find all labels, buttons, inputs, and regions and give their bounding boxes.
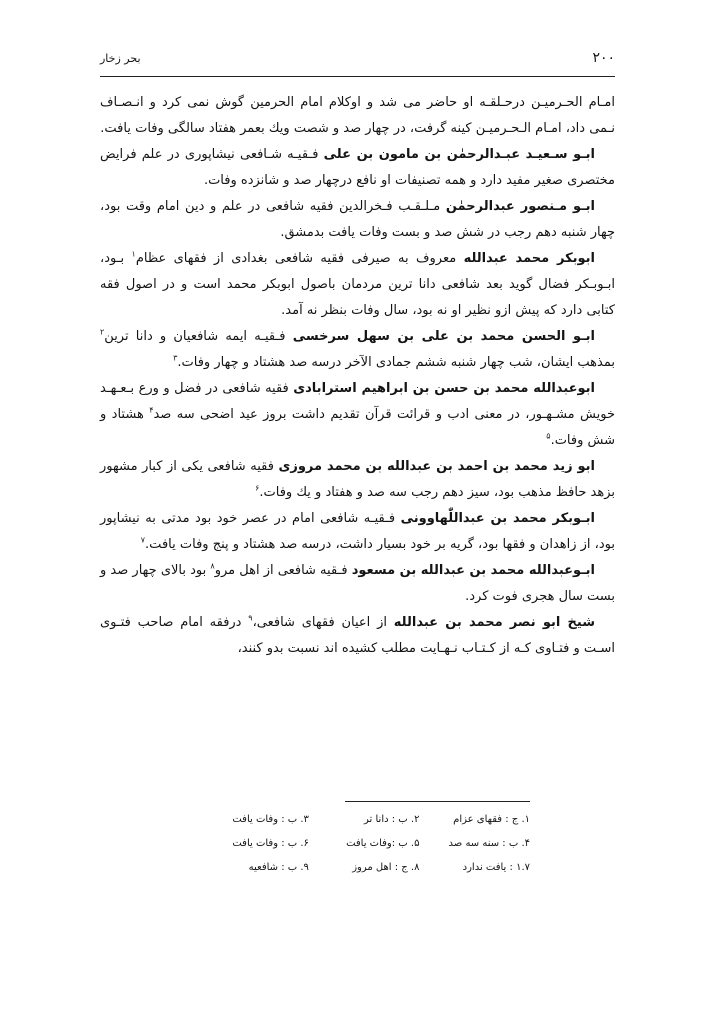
page-header (100, 50, 615, 74)
footnote: ۲. ب : دانا تر (364, 814, 420, 825)
entry-paragraph (100, 324, 615, 376)
entry-name: ابو زید محمد بن احمد بن عبدالله بن محمد مروزی (278, 459, 595, 474)
entry-name: ابـو مـنصور عبدالرحمٰن (445, 199, 595, 214)
footnote-marker: ۹ (248, 613, 253, 623)
entry-text: از اعیان فقهای شافعی، (252, 615, 394, 630)
entry-text-cont: بود بالای چهار صد و بست سال هجری فوت کرد. (100, 563, 615, 604)
entry-text-cont: بـود، ابـوبـکر فضال گوید بعد شافعی دانا ترین مردمان باصول ابوبکر محمد است و در اصول فقه کتابی دارد که پیش ازو نظیر او نه بود، سال وفات بنظر نه آمد. (100, 251, 615, 318)
running-title: بحر زخار (100, 52, 141, 65)
entry-text: فقیه شافعی در فضل و ورع بـعـهـد خویش مشـهـور، در معنی ادب و قرائت قرآن تقدیم داشت بروز عید اضحی سه صد (100, 381, 615, 422)
entry-text: فـقیـه شافعی امام در عصر خود بود مدتی به نیشاپور بود، از زاهدان و فقها بود، گریه بر خود بسیار داشت، درسه صد هشتاد و پنج وفات یافت. (100, 511, 615, 552)
entry-name: ابوبکر محمد عبدالله (463, 251, 595, 266)
entry-name: ابـوعبدالله محمد بن عبدالله بن مسعود (351, 563, 595, 578)
entry-name: ابوعبدالله محمد بن حسن بن ابراهیم استرابادی (293, 381, 595, 396)
entry-name: ابـوبکر محمد بن عبداللّٰهاوونی (400, 511, 595, 526)
page-number: ۲۰۰ (592, 50, 615, 66)
footnote-marker: ۱ (131, 249, 136, 259)
footnote: ۱.۷ : یافت ندارد (462, 862, 530, 873)
entry-paragraph (100, 454, 615, 506)
footnote-row (200, 856, 530, 880)
footnote: ۸. ج : اهل مروز (352, 862, 420, 873)
entry-paragraph (100, 142, 615, 194)
footnote-marker: ۵ (546, 431, 551, 441)
footnote-marker: ۸ (210, 561, 215, 571)
footnote: ۴. ب : سنه سه صد (448, 838, 530, 849)
entry-text: فـقیـه ایمه شافعیان و دانا ترین (104, 329, 293, 344)
entry-paragraph (100, 558, 615, 610)
footnotes (200, 808, 530, 880)
footnote: ۱. ج : فقهای عزام (453, 814, 530, 825)
entry-paragraph (100, 506, 615, 558)
intro-paragraph: امـام الحـرمیـن درحـلقـه او حاضر می شد و اوکلام امام الحرمین گوش نمی کرد و انـصـاف نـمی داد، امـام الـحـرمیـن کینه گرفت، در چهار صد و شصت ویك بعمر هفتاد سالگی وفات یافت. (100, 95, 615, 136)
entry-paragraph (100, 194, 615, 246)
entry-text-cont: هشتاد و شش وفات. (100, 407, 615, 448)
entry-text: مـلـقـب فـخرالدین فقیه شافعی در علم و دین امام وقت بود، چهار شنبه دهم رجب در شش صد و بست وفات یافت بدمشق. (100, 199, 615, 240)
header-rule (100, 76, 615, 77)
footnote: ۳. ب : وفات یافت (232, 814, 309, 825)
entry-paragraph (100, 246, 615, 324)
footnote-marker: ۷ (140, 535, 146, 545)
entry-text: معروف به صیرفی فقیه شافعی بغدادی از فقهای عظام (135, 251, 464, 266)
entry-paragraph (100, 376, 615, 454)
entry-paragraph (100, 610, 615, 662)
footnote-rule (345, 801, 530, 802)
entry-text-cont: بمذهب ایشان، شب چهار شنبه ششم جمادی الآخر درسه صد هشتاد و چهار وفات. (177, 355, 615, 370)
footnote-marker: ۴ (149, 405, 154, 415)
entry-name: ابـو الحسن محمد بن علی بن سهل سرخسی (292, 329, 595, 344)
footnote-marker: ۲ (100, 327, 105, 337)
footnote: ۹. ب : شافعیه (248, 862, 309, 873)
footnote-marker: ۳ (173, 353, 178, 363)
entry-name: شیخ ابو نصر محمد بن عبدالله (393, 615, 595, 630)
footnote-row (200, 808, 530, 832)
entry-text: فـقیه شافعی از اهل مرو (214, 563, 352, 578)
footnote: ۶. ب : وفات یافت (232, 838, 309, 849)
footnote-marker: ۶ (255, 483, 260, 493)
entry-name: ابـو سـعیـد عبـدالرحمٰن بن مامون بن علی (323, 147, 595, 162)
entry-text: فقیه شافعی یکی از کبار مشهور بزهد حافظ مذهب بود، سیز دهم رجب سه صد و هفتاد و یك وفات. (100, 459, 615, 500)
entry-text-cont: درفقه امام صاحب فتـوی اسـت و فتـاوی کـه از کـتـاب نـهـایت مطلب کشیده اند نسبت بدو کنند، (100, 615, 615, 656)
footnote-row (200, 832, 530, 856)
page-body (100, 90, 615, 662)
footnote: ۵. ب :وفات یافت (346, 838, 420, 849)
entry-text: فـقیـه شـافعی نیشاپوری در علم فرایض مختصری صغیر مفید دارد و همه تصنیفات او نافع درچهار صد و شانزده وفات. (100, 147, 615, 188)
